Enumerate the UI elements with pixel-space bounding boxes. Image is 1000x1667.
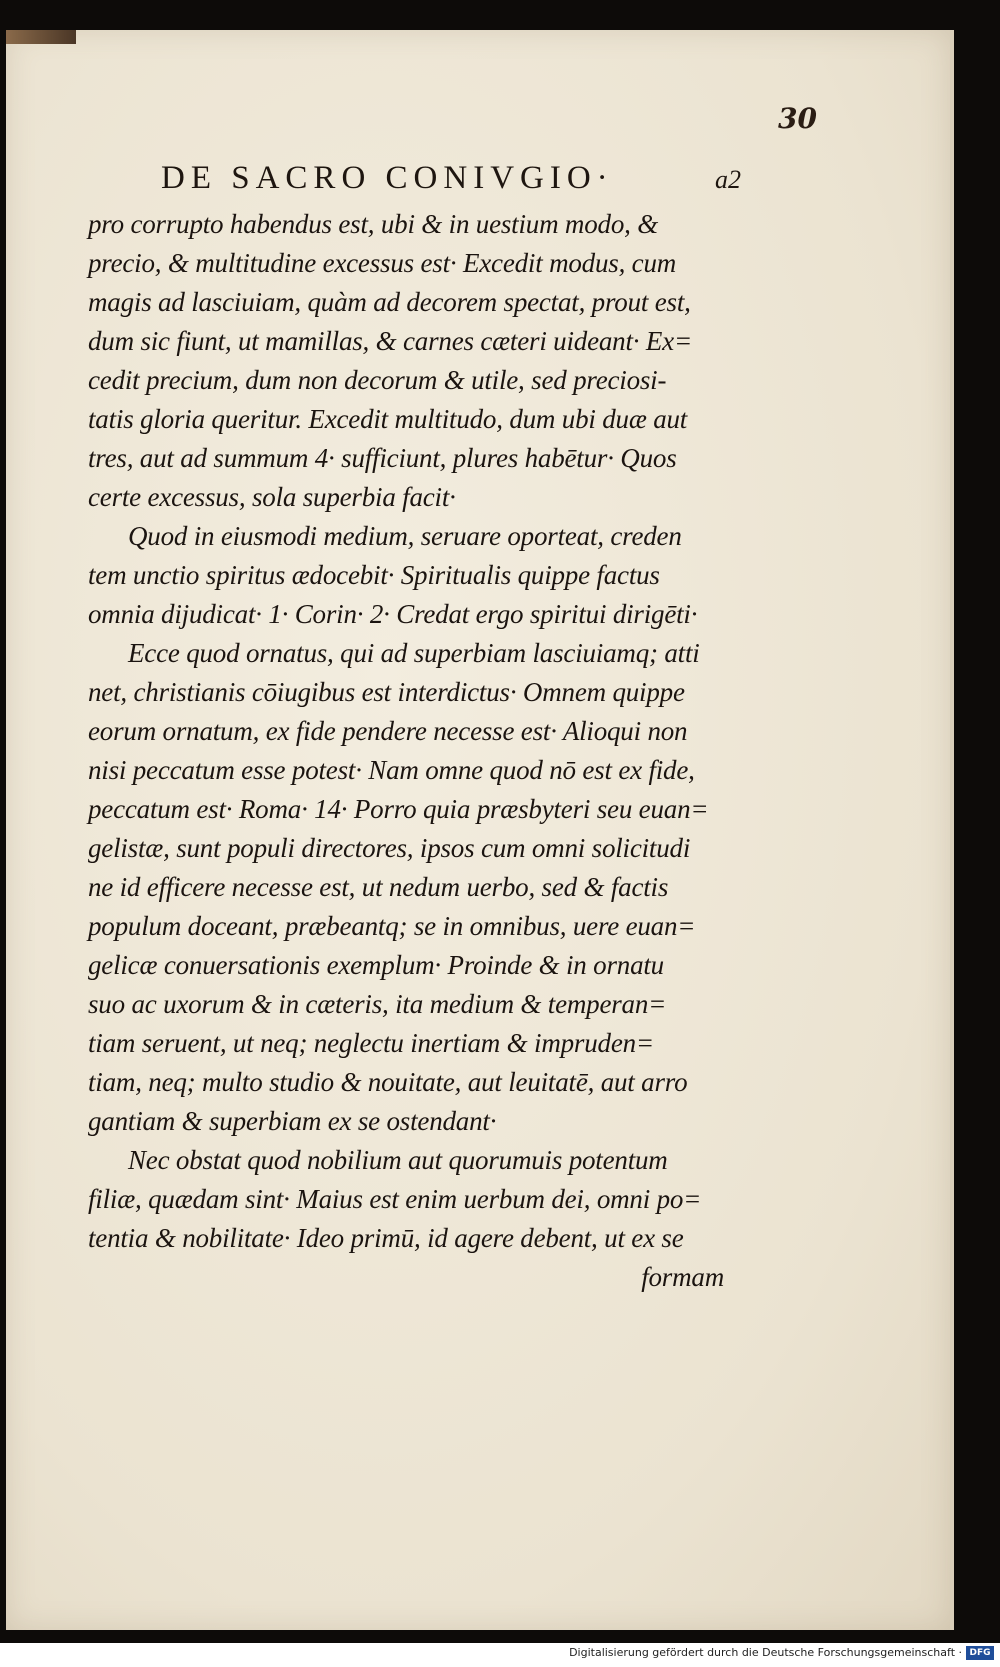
text-line: ne id efficere necesse est, ut nedum uerbo, sed & factis bbox=[88, 872, 669, 902]
text-line: net, christianis cōiugibus est interdictus· Omnem quippe bbox=[88, 677, 685, 707]
running-title: DE SACRO CONIVGIO· bbox=[161, 160, 614, 196]
text-line: filiæ, quædam sint· Maius est enim uerbum dei, omni po= bbox=[88, 1184, 702, 1214]
text-line: gantiam & superbiam ex se ostendant· bbox=[88, 1106, 497, 1136]
text-line: dum sic fiunt, ut mamillas, & carnes cæteri uideant· Ex= bbox=[88, 326, 692, 356]
text-line: tentia & nobilitate· Ideo primū, id agere debent, ut ex se bbox=[88, 1223, 684, 1253]
text-line: gelicæ conuersationis exemplum· Proinde & in ornatu bbox=[88, 950, 664, 980]
text-line: precio, & multitudine excessus est· Excedit modus, cum bbox=[88, 248, 677, 278]
text-line: tiam, neq; multo studio & nouitate, aut leuitatē, aut arro bbox=[88, 1067, 688, 1097]
text-line: tatis gloria queritur. Excedit multitudo, dum ubi duæ aut bbox=[88, 404, 688, 434]
text-line: Quod in eiusmodi medium, seruare oporteat, creden bbox=[128, 521, 682, 551]
text-line: tiam seruent, ut neq; neglectu inertiam & impruden= bbox=[88, 1028, 654, 1058]
scan-corner bbox=[6, 30, 76, 44]
footer-credit: Digitalisierung gefördert durch die Deutsche Forschungsgemeinschaft · bbox=[569, 1646, 962, 1659]
text-line: omnia dijudicat· 1· Corin· 2· Credat ergo spiritui dirigēti· bbox=[88, 599, 698, 629]
footer-bar bbox=[0, 1643, 1000, 1667]
text-line: populum doceant, præbeantq; se in omnibus, uere euan= bbox=[88, 911, 696, 941]
dfg-logo: DFG bbox=[966, 1646, 994, 1660]
catchword: formam bbox=[641, 1262, 724, 1292]
body-text bbox=[88, 205, 728, 1297]
folio-number: 30 bbox=[778, 102, 817, 135]
text-line: certe excessus, sola superbia facit· bbox=[88, 482, 456, 512]
text-line: gelistæ, sunt populi directores, ipsos cum omni solicitudi bbox=[88, 833, 691, 863]
text-line: peccatum est· Roma· 14· Porro quia præsbyteri seu euan= bbox=[88, 794, 709, 824]
text-line: Ecce quod ornatus, qui ad superbiam lasciuiamq; atti bbox=[128, 638, 700, 668]
text-line: nisi peccatum esse potest· Nam omne quod nō est ex fide, bbox=[88, 755, 695, 785]
text-line: suo ac uxorum & in cæteris, ita medium & temperan= bbox=[88, 989, 667, 1019]
book-page bbox=[6, 30, 954, 1630]
text-line: tres, aut ad summum 4· sufficiunt, plures habētur· Quos bbox=[88, 443, 677, 473]
text-line: eorum ornatum, ex fide pendere necesse est· Alioqui non bbox=[88, 716, 688, 746]
running-head bbox=[161, 160, 741, 197]
text-line: Nec obstat quod nobilium aut quorumuis potentum bbox=[128, 1145, 668, 1175]
signature-mark: a2 bbox=[715, 165, 741, 194]
text-line: cedit precium, dum non decorum & utile, sed preciosi- bbox=[88, 365, 667, 395]
text-line: pro corrupto habendus est, ubi & in uestium modo, & bbox=[88, 209, 659, 239]
text-line: tem unctio spiritus ædocebit· Spiritualis quippe factus bbox=[88, 560, 660, 590]
text-line: magis ad lasciuiam, quàm ad decorem spectat, prout est, bbox=[88, 287, 691, 317]
